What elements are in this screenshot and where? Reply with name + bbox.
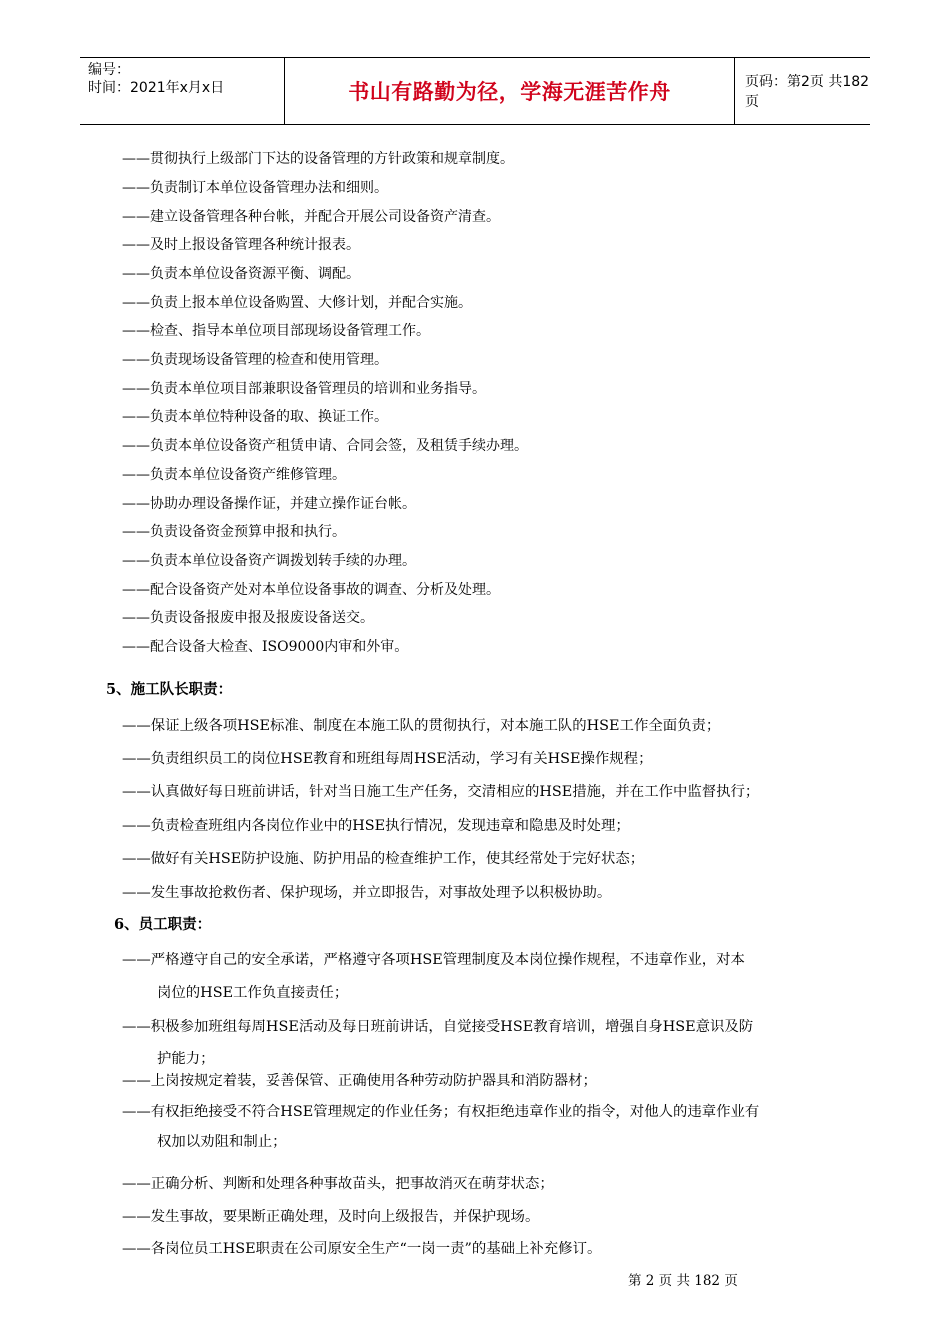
list-item: ——发生事故抢救伤者、保护现场，并立即报告，对事故处理予以积极协助。	[122, 885, 612, 901]
list-item: ——负责本单位设备资产维修管理。	[122, 467, 346, 483]
list-item: ——负责本单位设备资源平衡、调配。	[122, 266, 360, 282]
header-meta	[80, 58, 285, 124]
list-item: ——负责本单位设备资产调拨划转手续的办理。	[122, 553, 416, 569]
document-time: 时间：2021年x月x日	[88, 80, 225, 96]
section5-title: 5、施工队长职责：	[106, 681, 233, 698]
list-item-continuation: 权加以劝阻和制止；	[157, 1134, 287, 1150]
list-item: ——负责上报本单位设备购置、大修计划，并配合实施。	[122, 295, 472, 311]
header-page-cell	[735, 58, 870, 124]
section6-title: 6、员工职责：	[114, 916, 212, 933]
list-item: ——负责组织员工的岗位HSE教育和班组每周HSE活动，学习有关HSE操作规程；	[122, 751, 653, 767]
header-motto: 书山有路勤为径，学海无涯苦作舟	[348, 80, 671, 104]
list-item: ——严格遵守自己的安全承诺，严格遵守各项HSE管理制度及本岗位操作规程，不违章作业，对本	[122, 952, 745, 968]
list-item: ——做好有关HSE防护设施、防护用品的检查维护工作，使其经常处于完好状态；	[122, 851, 645, 867]
header-motto-cell	[285, 58, 735, 124]
list-item: ——各岗位员工HSE职责在公司原安全生产“一岗一责”的基础上补充修订。	[122, 1241, 602, 1257]
page-footer: 第 2 页 共 182 页	[628, 1273, 738, 1289]
list-item: ——负责现场设备管理的检查和使用管理。	[122, 352, 388, 368]
list-item: ——有权拒绝接受不符合HSE管理规定的作业任务；有权拒绝违章作业的指令，对他人的违章作业有	[122, 1104, 760, 1120]
list-item: ——负责制订本单位设备管理办法和细则。	[122, 180, 388, 196]
list-item: ——上岗按规定着装，妥善保管、正确使用各种劳动防护器具和消防器材；	[122, 1073, 597, 1089]
document-number: 编号：	[88, 62, 130, 78]
list-item: ——贯彻执行上级部门下达的设备管理的方针政策和规章制度。	[122, 151, 514, 167]
list-item: ——检查、指导本单位项目部现场设备管理工作。	[122, 323, 430, 339]
list-item: ——配合设备资产处对本单位设备事故的调查、分析及处理。	[122, 582, 500, 598]
list-item: ——及时上报设备管理各种统计报表。	[122, 237, 360, 253]
list-item: ——负责本单位项目部兼职设备管理员的培训和业务指导。	[122, 381, 486, 397]
list-item: ——协助办理设备操作证，并建立操作证台帐。	[122, 496, 416, 512]
list-item: ——认真做好每日班前讲话，针对当日施工生产任务，交清相应的HSE措施，并在工作中监督执行；	[122, 784, 760, 800]
list-item: ——保证上级各项HSE标准、制度在本施工队的贯彻执行，对本施工队的HSE工作全面负责；	[122, 718, 721, 734]
list-item: ——负责本单位设备资产租赁申请、合同会签，及租赁手续办理。	[122, 438, 528, 454]
list-item: ——积极参加班组每周HSE活动及每日班前讲话，自觉接受HSE教育培训，增强自身HSE意识及防	[122, 1019, 754, 1035]
list-item: ——配合设备大检查、ISO9000内审和外审。	[122, 639, 409, 655]
list-item: ——负责设备资金预算申报和执行。	[122, 524, 346, 540]
list-item: ——建立设备管理各种台帐，并配合开展公司设备资产清查。	[122, 209, 500, 225]
page-header	[80, 57, 870, 125]
list-item: ——负责本单位特种设备的取、换证工作。	[122, 409, 388, 425]
list-item: ——正确分析、判断和处理各种事故苗头，把事故消灭在萌芽状态；	[122, 1176, 554, 1192]
list-item: ——负责设备报废申报及报废设备送交。	[122, 610, 374, 626]
list-item-continuation: 岗位的HSE工作负直接责任；	[157, 985, 349, 1001]
list-item: ——发生事故，要果断正确处理，及时向上级报告，并保护现场。	[122, 1209, 540, 1225]
header-page-code: 页码：第2页 共182页	[745, 74, 870, 110]
list-item-continuation: 护能力；	[157, 1051, 215, 1067]
list-item: ——负责检查班组内各岗位作业中的HSE执行情况，发现违章和隐患及时处理；	[122, 818, 630, 834]
